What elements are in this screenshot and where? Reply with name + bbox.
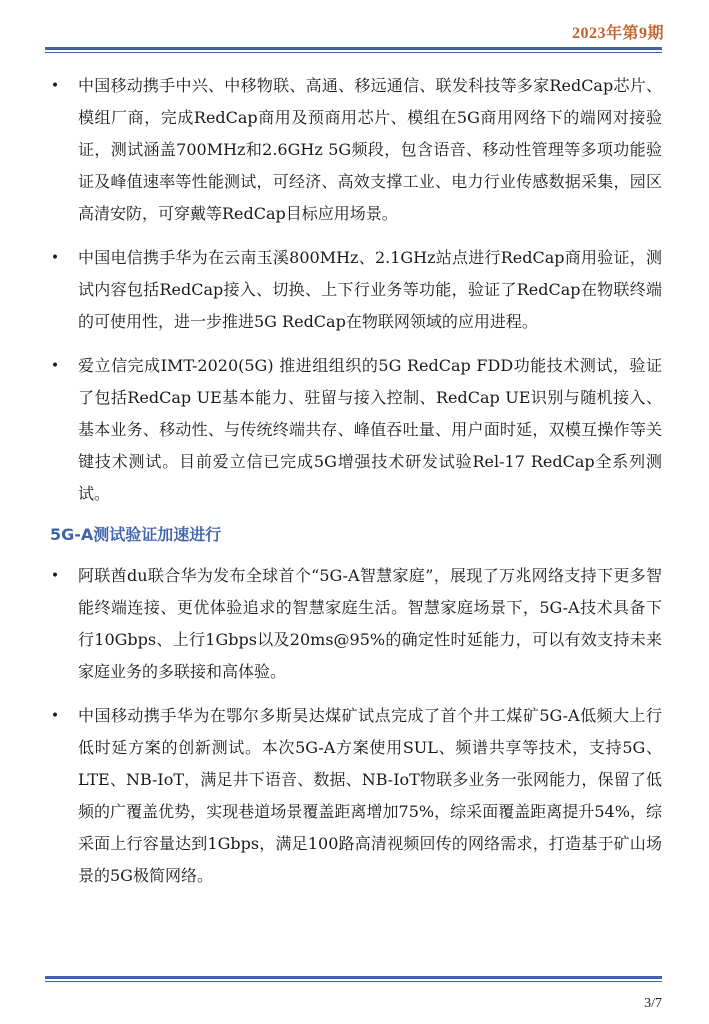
paragraph-text: 阿联酋du联合华为发布全球首个“5G-A智慧家庭”，展现了万兆网络支持下更多智能终端连接、更优体验追求的智慧家庭生活。智慧家庭场景下，5G-A技术具备下行10Gbps、上行1Gbps以及20ms@95%的确定性时延能力，可以有效支持未来家庭业务的多联接和高体验。: [78, 566, 662, 681]
header-rule: [45, 47, 662, 53]
footer-rule: [45, 976, 662, 982]
paragraph-text: 爱立信完成IMT-2020(5G) 推进组组织的5G RedCap FDD功能技术测试，验证了包括RedCap UE基本能力、驻留与接入控制、RedCap UE识别与随机接入、基本业务、移动性、与传统终端共存、峰值吞吐量、用户面时延，双模互操作等关键技术测试。目前爱立信已完成5G增强技术研发试验Rel-17 RedCap全系列测试。: [78, 356, 662, 503]
page-number: 3/7: [644, 996, 662, 1011]
issue-label: 2023年第9期: [571, 25, 664, 42]
bullet-icon: •: [50, 568, 60, 584]
list-item: [50, 700, 662, 892]
bullet-icon: •: [50, 250, 60, 266]
bullet-icon: •: [50, 708, 60, 724]
section-heading: 5G-A测试验证加速进行: [50, 525, 222, 544]
bullet-icon: •: [50, 78, 60, 94]
list-item: [50, 350, 662, 510]
page-body: [50, 70, 662, 904]
paragraph-text: 中国移动携手中兴、中移物联、高通、移远通信、联发科技等多家RedCap芯片、模组厂商，完成RedCap商用及预商用芯片、模组在5G商用网络下的端网对接验证，测试涵盖700MHz和2.6GHz 5G频段，包含语音、移动性管理等多项功能验证及峰值速率等性能测试，可经济、高效支撑工业、电力行业传感数据采集，园区高清安防，可穿戴等RedCap目标应用场景。: [78, 76, 662, 223]
bullet-icon: •: [50, 358, 60, 374]
paragraph-text: 中国电信携手华为在云南玉溪800MHz、2.1GHz站点进行RedCap商用验证，测试内容包括RedCap接入、切换、上下行业务等功能，验证了RedCap在物联终端的可使用性，进一步推进5G RedCap在物联网领域的应用进程。: [78, 248, 662, 331]
list-item: [50, 242, 662, 338]
paragraph-text: 中国移动携手华为在鄂尔多斯昊达煤矿试点完成了首个井工煤矿5G-A低频大上行低时延方案的创新测试。本次5G-A方案使用SUL、频谱共享等技术，支持5G、LTE、NB-IoT，满足井下语音、数据、NB-IoT物联多业务一张网能力，保留了低频的广覆盖优势，实现巷道场景覆盖距离增加75%，综采面覆盖距离提升54%，综采面上行容量达到1Gbps，满足100路高清视频回传的网络需求，打造基于矿山场景的5G极简网络。: [78, 706, 662, 885]
list-item: [50, 560, 662, 688]
list-item: [50, 70, 662, 230]
